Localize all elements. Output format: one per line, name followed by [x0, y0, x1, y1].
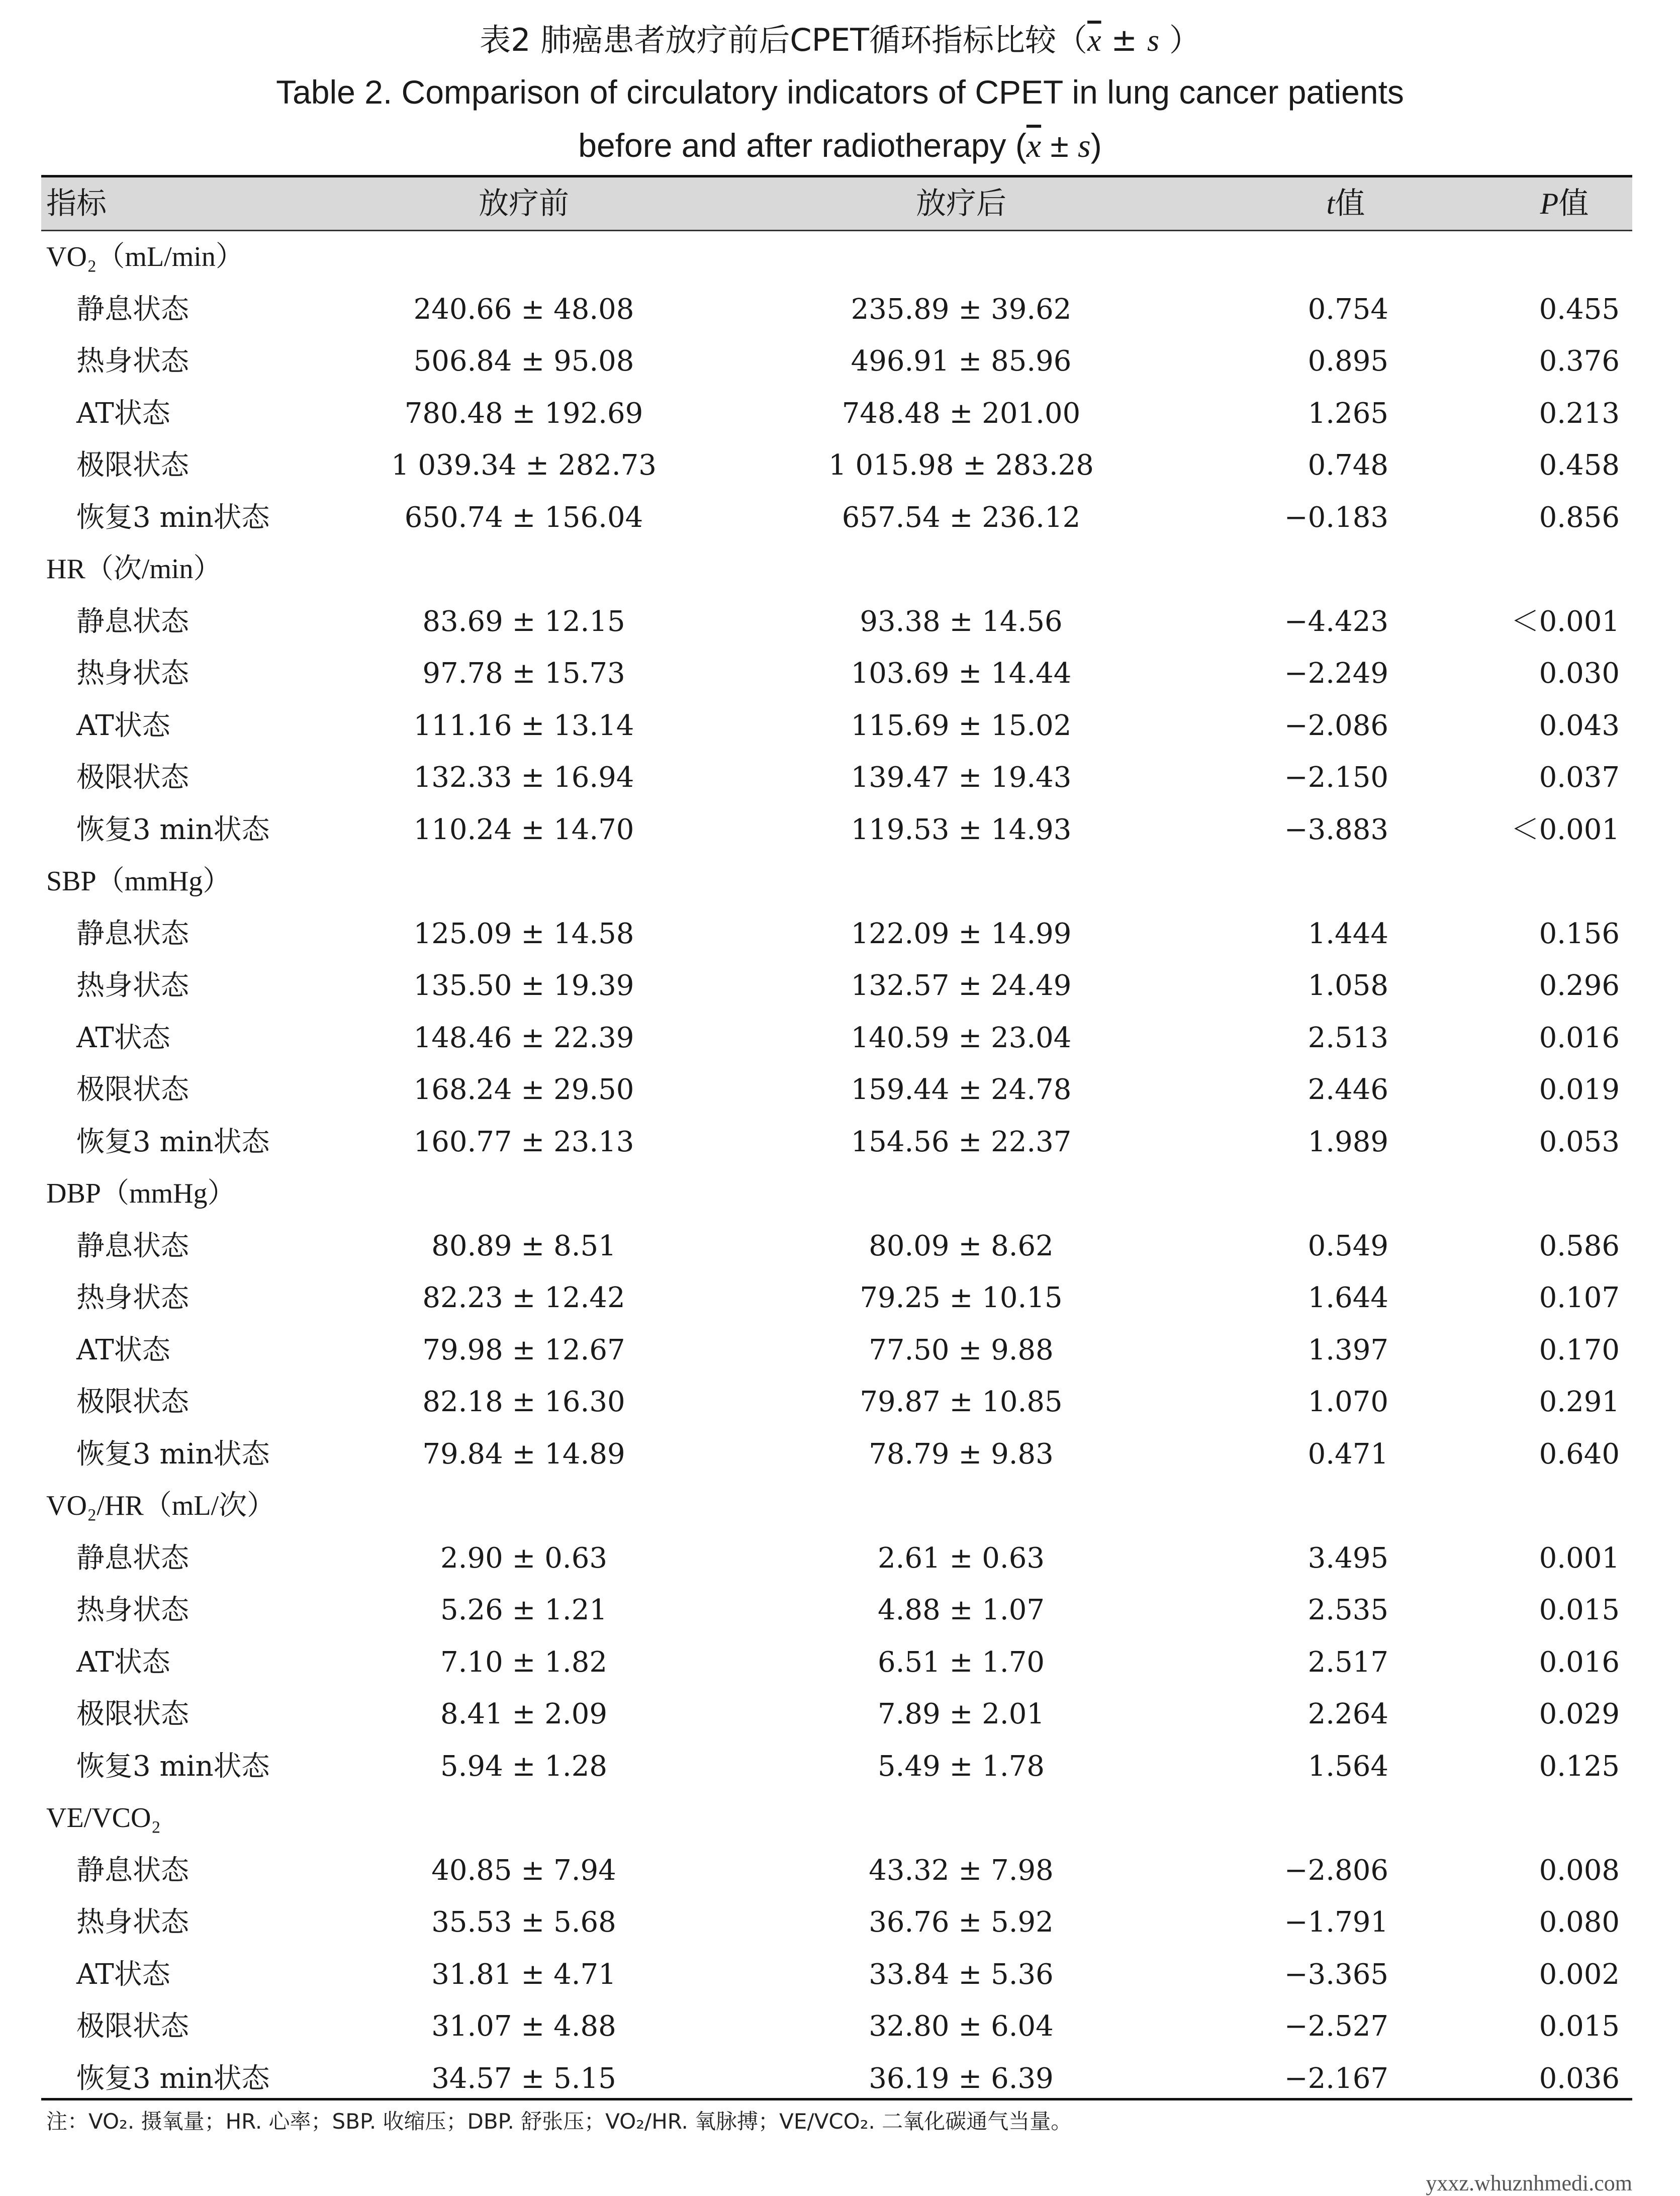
table-row [41, 1116, 1632, 1168]
table-row [41, 1012, 1632, 1064]
state-label: 热身状态 [76, 345, 189, 378]
header-t-value [1245, 177, 1446, 230]
table-row [41, 2000, 1632, 2053]
category-label: DBP（mmHg） [46, 1178, 236, 1209]
table-row [41, 1584, 1632, 1636]
table-row [41, 1220, 1632, 1272]
t-value: −1.791 [1284, 1906, 1388, 1939]
table-row [41, 804, 1632, 856]
p-value: 0.016 [1539, 1021, 1620, 1054]
t-value: −2.527 [1284, 2010, 1388, 2043]
t-value: 1.564 [1308, 1750, 1388, 1783]
state-label: 极限状态 [76, 449, 189, 482]
t-value: 1.265 [1308, 397, 1388, 430]
p-value: 0.376 [1539, 345, 1620, 378]
category-label: VE/VCO₂ [46, 1802, 161, 1834]
pre-value: 132.33 ± 16.94 [413, 761, 634, 794]
post-value: 748.48 ± 201.00 [842, 397, 1081, 430]
p-value: 0.213 [1539, 397, 1620, 430]
state-label: 恢复3 min状态 [76, 813, 270, 846]
post-value: 6.51 ± 1.70 [878, 1645, 1045, 1679]
pre-value: 110.24 ± 14.70 [413, 813, 634, 846]
post-value: 80.09 ± 8.62 [869, 1229, 1054, 1262]
state-label: AT状态 [76, 1645, 170, 1679]
table-row [41, 1896, 1632, 1949]
p-value: 0.296 [1539, 969, 1620, 1002]
post-value: 154.56 ± 22.37 [851, 1125, 1072, 1158]
p-value: 0.156 [1539, 917, 1620, 950]
header-p-value [1464, 177, 1665, 230]
pre-value: 8.41 ± 2.09 [440, 1698, 607, 1730]
t-value: 1.444 [1308, 917, 1388, 950]
post-value: 119.53 ± 14.93 [851, 813, 1072, 846]
p-value: 0.002 [1539, 1958, 1620, 1991]
post-value: 78.79 ± 9.83 [869, 1437, 1054, 1471]
table-row [41, 284, 1632, 336]
pre-value: 506.84 ± 95.08 [413, 345, 634, 378]
pre-value: 83.69 ± 12.15 [422, 605, 625, 638]
table-row [41, 2053, 1632, 2105]
pm-symbol: ± [1041, 127, 1078, 164]
table-row [41, 596, 1632, 648]
state-label: 恢复3 min状态 [76, 1125, 270, 1158]
category-label: VO₂（mL/min） [46, 241, 244, 272]
post-value: 36.76 ± 5.92 [869, 1906, 1054, 1939]
t-value: 1.070 [1308, 1386, 1388, 1418]
journal-url: yxxz.whuznhmedi.com [1426, 2171, 1632, 2195]
post-value: 139.47 ± 19.43 [851, 761, 1072, 794]
p-value: 0.458 [1539, 449, 1620, 482]
table-row [41, 1636, 1632, 1689]
pre-value: 35.53 ± 5.68 [431, 1906, 616, 1939]
mean-symbol: $\overline{x}$ [1026, 128, 1042, 164]
state-label: 极限状态 [76, 2010, 189, 2043]
table-row [41, 335, 1632, 388]
table-row [41, 1272, 1632, 1324]
pre-value: 82.18 ± 16.30 [422, 1386, 625, 1418]
t-value: −2.150 [1284, 761, 1388, 794]
table-row [41, 1064, 1632, 1116]
state-label: 静息状态 [76, 1854, 189, 1887]
pre-value: 80.89 ± 8.51 [431, 1229, 616, 1262]
post-value: 5.49 ± 1.78 [878, 1750, 1045, 1783]
post-value: 132.57 ± 24.49 [851, 969, 1072, 1002]
header-p-suffix: 值 [1558, 186, 1589, 221]
table-row [41, 439, 1632, 492]
post-value: 7.89 ± 2.01 [878, 1698, 1045, 1730]
pre-value: 780.48 ± 192.69 [404, 397, 643, 430]
table-row [41, 1428, 1632, 1481]
pre-value: 40.85 ± 7.94 [431, 1854, 616, 1887]
table-row [41, 700, 1632, 752]
pre-value: 160.77 ± 23.13 [413, 1125, 634, 1158]
t-value: 1.058 [1308, 969, 1388, 1002]
t-value: 1.644 [1308, 1282, 1388, 1314]
p-value: 0.019 [1539, 1073, 1620, 1106]
state-label: AT状态 [76, 1333, 170, 1366]
t-value: 1.397 [1308, 1333, 1388, 1366]
table-row [41, 648, 1632, 700]
state-label: 极限状态 [76, 761, 189, 794]
state-label: 恢复3 min状态 [76, 501, 270, 534]
table-title [0, 15, 1680, 172]
t-value: −3.365 [1284, 1958, 1388, 1991]
header-indicator: 指标 [46, 186, 107, 221]
post-value: 1 015.98 ± 283.28 [828, 449, 1094, 482]
p-value: 0.015 [1539, 1594, 1620, 1626]
category-row [41, 543, 1632, 596]
post-value: 77.50 ± 9.88 [869, 1333, 1054, 1366]
state-label: 静息状态 [76, 1541, 189, 1575]
pre-value: 168.24 ± 29.50 [413, 1073, 634, 1106]
pre-value: 31.07 ± 4.88 [431, 2010, 616, 2043]
post-value: 115.69 ± 15.02 [851, 709, 1072, 742]
table-bottom-rule [41, 2098, 1632, 2100]
state-label: 恢复3 min状态 [76, 1437, 270, 1471]
state-label: 静息状态 [76, 1229, 189, 1262]
state-label: 极限状态 [76, 1073, 189, 1106]
p-value: 0.125 [1539, 1750, 1620, 1783]
pre-value: 650.74 ± 156.04 [404, 501, 643, 534]
category-row [41, 1168, 1632, 1220]
p-value: 0.036 [1539, 2062, 1620, 2095]
t-value: 2.517 [1308, 1645, 1388, 1679]
p-value: 0.008 [1539, 1854, 1620, 1887]
table-row [41, 960, 1632, 1012]
table-header-row [41, 177, 1632, 230]
title-chinese [0, 15, 1680, 65]
t-value: 3.495 [1308, 1541, 1388, 1575]
title-cn-suffix: ） [1159, 22, 1200, 58]
mean-symbol: $\overline{x}$ [1087, 24, 1101, 58]
state-label: 热身状态 [76, 1906, 189, 1939]
sd-symbol: s [1078, 128, 1091, 164]
table-row [41, 1324, 1632, 1377]
post-value: 235.89 ± 39.62 [851, 293, 1072, 326]
state-label: 热身状态 [76, 969, 189, 1002]
state-label: 热身状态 [76, 657, 189, 690]
category-row [41, 1792, 1632, 1845]
header-pre-radiotherapy: 放疗前 [479, 186, 569, 221]
p-value: 0.856 [1539, 501, 1620, 534]
pre-value: 125.09 ± 14.58 [413, 917, 634, 950]
pre-value: 82.23 ± 12.42 [422, 1282, 625, 1314]
pre-value: 240.66 ± 48.08 [413, 293, 634, 326]
header-t-symbol: t [1326, 187, 1335, 220]
post-value: 93.38 ± 14.56 [860, 605, 1063, 638]
title-english-line2 [0, 119, 1680, 172]
category-row [41, 231, 1632, 284]
post-value: 33.84 ± 5.36 [869, 1958, 1054, 1991]
state-label: AT状态 [76, 397, 170, 430]
post-value: 79.25 ± 10.15 [860, 1282, 1063, 1314]
t-value: 0.748 [1308, 449, 1388, 482]
t-value: −2.249 [1284, 657, 1388, 690]
t-value: 2.535 [1308, 1594, 1388, 1626]
state-label: AT状态 [76, 1958, 170, 1991]
post-value: 159.44 ± 24.78 [851, 1073, 1072, 1106]
state-label: 静息状态 [76, 605, 189, 638]
table-row [41, 908, 1632, 960]
post-value: 2.61 ± 0.63 [878, 1541, 1045, 1575]
pre-value: 1 039.34 ± 282.73 [391, 449, 657, 482]
p-value: 0.586 [1539, 1229, 1620, 1262]
state-label: 极限状态 [76, 1386, 189, 1418]
post-value: 103.69 ± 14.44 [851, 657, 1072, 690]
post-value: 32.80 ± 6.04 [869, 2010, 1054, 2043]
p-value: 0.016 [1539, 1645, 1620, 1679]
t-value: 2.513 [1308, 1021, 1388, 1054]
p-value: 0.015 [1539, 2010, 1620, 2043]
table-row [41, 752, 1632, 804]
p-value: 0.291 [1539, 1386, 1620, 1418]
pre-value: 31.81 ± 4.71 [431, 1958, 616, 1991]
table-row [41, 1688, 1632, 1741]
post-value: 79.87 ± 10.85 [860, 1386, 1063, 1418]
state-label: 热身状态 [76, 1594, 189, 1626]
t-value: 0.549 [1308, 1229, 1388, 1262]
p-value: 0.455 [1539, 293, 1620, 326]
pre-value: 79.98 ± 12.67 [422, 1333, 625, 1366]
post-value: 140.59 ± 23.04 [851, 1021, 1072, 1054]
sd-symbol: s [1147, 24, 1160, 58]
header-post-radiotherapy: 放疗后 [916, 186, 1006, 221]
category-row [41, 1480, 1632, 1532]
table-row [41, 1532, 1632, 1585]
table-row [41, 1376, 1632, 1428]
table-footnote: 注：VO₂. 摄氧量；HR. 心率；SBP. 收缩压；DBP. 舒张压；VO₂/HR. 氧脉搏；VE/VCO₂. 二氧化碳通气当量。 [46, 2109, 1072, 2134]
p-value: 0.640 [1539, 1437, 1620, 1471]
post-value: 36.19 ± 6.39 [869, 2062, 1054, 2095]
category-row [41, 856, 1632, 908]
p-value: 0.029 [1539, 1698, 1620, 1730]
p-value: 0.053 [1539, 1125, 1620, 1158]
t-value: 2.264 [1308, 1698, 1388, 1730]
category-label: HR（次/min） [46, 554, 222, 585]
state-label: 静息状态 [76, 917, 189, 950]
post-value: 122.09 ± 14.99 [851, 917, 1072, 950]
state-label: 热身状态 [76, 1282, 189, 1314]
p-value: ＜0.001 [1511, 605, 1620, 638]
t-value: 0.754 [1308, 293, 1388, 326]
t-value: 2.446 [1308, 1073, 1388, 1106]
pm-symbol: ± [1101, 22, 1147, 58]
pre-value: 135.50 ± 19.39 [413, 969, 634, 1002]
table-row [41, 388, 1632, 440]
category-label: VO₂/HR（mL/次） [46, 1490, 275, 1521]
p-value: 0.107 [1539, 1282, 1620, 1314]
state-label: 极限状态 [76, 1698, 189, 1730]
title-en-prefix: before and after radiotherapy ( [578, 127, 1026, 164]
p-value: 0.001 [1539, 1541, 1620, 1575]
t-value: −0.183 [1284, 501, 1388, 534]
table-row [41, 1949, 1632, 2001]
post-value: 657.54 ± 236.12 [842, 501, 1081, 534]
post-value: 43.32 ± 7.98 [869, 1854, 1054, 1887]
t-value: −4.423 [1284, 605, 1388, 638]
pre-value: 148.46 ± 22.39 [413, 1021, 634, 1054]
table-row [41, 492, 1632, 544]
t-value: −3.883 [1284, 813, 1388, 846]
title-english-line1: Table 2. Comparison of circulatory indicators of CPET in lung cancer patients [276, 73, 1404, 111]
t-value: −2.086 [1284, 709, 1388, 742]
t-value: 0.895 [1308, 345, 1388, 378]
header-t-suffix: 值 [1335, 186, 1365, 221]
t-value: 1.989 [1308, 1125, 1388, 1158]
state-label: 静息状态 [76, 293, 189, 326]
state-label: 恢复3 min状态 [76, 1750, 270, 1783]
category-label: SBP（mmHg） [46, 866, 231, 897]
p-value: 0.037 [1539, 761, 1620, 794]
t-value: −2.167 [1284, 2062, 1388, 2095]
p-value: 0.043 [1539, 709, 1620, 742]
pre-value: 111.16 ± 13.14 [413, 709, 634, 742]
post-value: 4.88 ± 1.07 [878, 1594, 1045, 1626]
post-value: 496.91 ± 85.96 [851, 345, 1072, 378]
title-en-suffix: ) [1090, 127, 1102, 164]
state-label: AT状态 [76, 709, 170, 742]
state-label: AT状态 [76, 1021, 170, 1054]
header-p-symbol: P [1540, 187, 1559, 220]
pre-value: 2.90 ± 0.63 [440, 1541, 607, 1575]
table-row [41, 1845, 1632, 1897]
table-row [41, 1741, 1632, 1793]
title-cn-prefix: 表2 肺癌患者放疗前后CPET循环指标比较（ [480, 22, 1088, 58]
pre-value: 34.57 ± 5.15 [431, 2062, 616, 2095]
t-value: −2.806 [1284, 1854, 1388, 1887]
pre-value: 79.84 ± 14.89 [422, 1437, 625, 1471]
p-value: 0.080 [1539, 1906, 1620, 1939]
pre-value: 5.94 ± 1.28 [440, 1750, 607, 1783]
p-value: 0.170 [1539, 1333, 1620, 1366]
t-value: 0.471 [1308, 1437, 1388, 1471]
p-value: ＜0.001 [1511, 813, 1620, 846]
pre-value: 5.26 ± 1.21 [440, 1594, 607, 1626]
pre-value: 7.10 ± 1.82 [440, 1645, 607, 1679]
pre-value: 97.78 ± 15.73 [422, 657, 625, 690]
p-value: 0.030 [1539, 657, 1620, 690]
state-label: 恢复3 min状态 [76, 2062, 270, 2095]
